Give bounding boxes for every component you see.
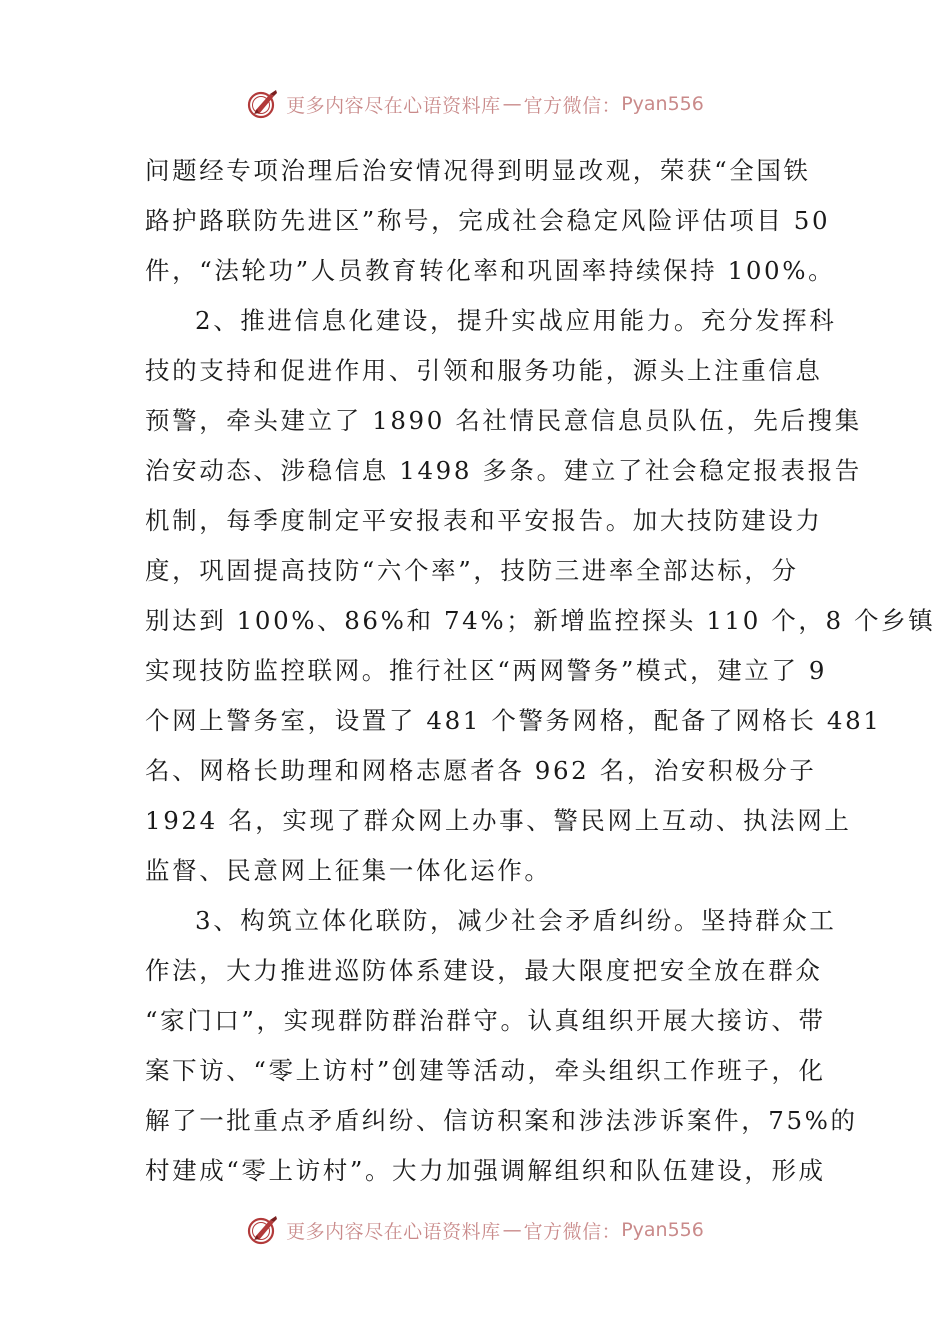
pen-nib-seal-logo-icon	[246, 87, 280, 121]
body-line: 问题经专项治理后治安情况得到明显改观，荣获“全国铁	[145, 156, 811, 185]
section-heading-line: 2、推进信息化建设，提升实战应用能力。充分发挥科	[195, 306, 837, 335]
body-line: 作法，大力推进巡防体系建设，最大限度把安全放在群众	[145, 956, 823, 985]
section-heading-line: 3、构筑立体化联防，减少社会矛盾纠纷。坚持群众工	[195, 906, 837, 935]
body-line: 预警，牵头建立了 1890 名社情民意信息员队伍，先后搜集	[145, 406, 862, 435]
footer-watermark-banner	[0, 1210, 950, 1250]
body-line: 别达到 100%、86%和 74%；新增监控探头 110 个，8 个乡镇	[145, 606, 936, 635]
body-line: 治安动态、涉稳信息 1498 多条。建立了社会稳定报表报告	[145, 456, 862, 485]
body-line: 实现技防监控联网。推行社区“两网警务”模式，建立了 9	[145, 656, 828, 685]
body-line: 路护路联防先进区”称号，完成社会稳定风险评估项目 50	[145, 206, 831, 235]
body-line: 件，“法轮功”人员教育转化率和巩固率持续保持 100%。	[145, 256, 836, 285]
banner-wechat-handle: Pyan556	[621, 93, 704, 115]
banner-wechat-label: 官方微信：	[523, 94, 622, 117]
banner-separator: —	[502, 1219, 522, 1241]
body-line: 机制，每季度制定平安报表和平安报告。加大技防建设力	[145, 506, 823, 535]
body-line: 个网上警务室，设置了 481 个警务网格，配备了网格长 481	[145, 706, 882, 735]
body-line: 解了一批重点矛盾纠纷、信访积案和涉法涉诉案件，75%的	[145, 1106, 858, 1135]
body-line: 村建成“零上访村”。大力加强调解组织和队伍建设，形成	[145, 1156, 826, 1185]
body-line: 度，巩固提高技防“六个率”，技防三进率全部达标，分	[145, 556, 799, 585]
body-line: 1924 名，实现了群众网上办事、警民网上互动、执法网上	[145, 806, 852, 835]
body-line: 监督、民意网上征集一体化运作。	[145, 856, 552, 885]
banner-site-name: 更多内容尽在心语资料库	[286, 94, 501, 117]
body-line: 技的支持和促进作用、引领和服务功能，源头上注重信息	[145, 356, 823, 385]
pen-nib-seal-logo-icon	[246, 1213, 280, 1247]
body-line: 名、网格长助理和网格志愿者各 962 名，治安积极分子	[145, 756, 817, 785]
body-line: “家门口”，实现群防群治群守。认真组织开展大接访、带	[145, 1006, 826, 1035]
banner-site-name: 更多内容尽在心语资料库	[286, 1220, 501, 1243]
header-watermark-banner	[0, 84, 950, 124]
body-line: 案下访、“零上访村”创建等活动，牵头组织工作班子，化	[145, 1056, 826, 1085]
banner-wechat-handle: Pyan556	[621, 1219, 704, 1241]
document-body	[145, 146, 936, 1196]
banner-wechat-label: 官方微信：	[523, 1220, 622, 1243]
banner-separator: —	[502, 93, 522, 115]
